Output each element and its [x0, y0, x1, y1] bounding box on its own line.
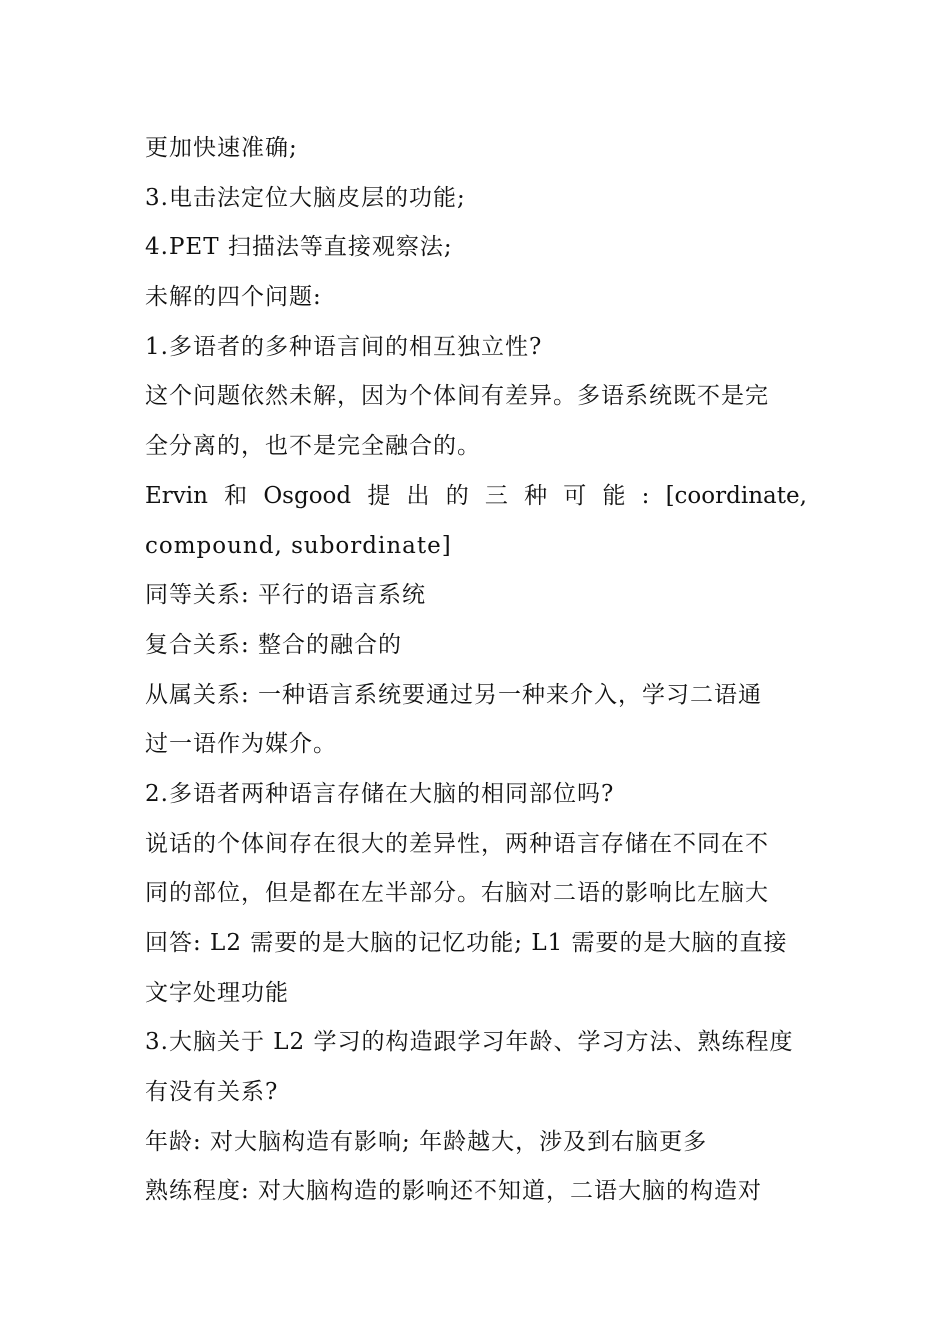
text-line: 有没有关系?	[145, 1079, 279, 1106]
text-line: 文字处理功能	[145, 979, 289, 1006]
text-line: compound, subordinate]	[145, 532, 452, 559]
text-line: 说话的个体间存在很大的差异性，两种语言存储在不同在不	[145, 830, 769, 857]
text-fragment: 可	[563, 482, 587, 509]
text-line: 年龄: 对大脑构造有影响; 年龄越大，涉及到右脑更多	[145, 1128, 708, 1155]
justified-text-line	[145, 472, 807, 522]
text-fragment: 出	[406, 482, 430, 509]
text-fragment: Osgood	[263, 482, 352, 509]
text-line: 复合关系: 整合的融合的	[145, 631, 403, 658]
text-line: 熟练程度: 对大脑构造的影响还不知道，二语大脑的构造对	[145, 1178, 763, 1205]
question-heading: 3.大脑关于 L2 学习的构造跟学习年龄、学习方法、熟练程度	[145, 1029, 794, 1056]
text-line: 过一语作为媒介。	[145, 731, 337, 758]
question-heading: 2.多语者两种语言存储在大脑的相同部位吗?	[145, 780, 615, 807]
text-fragment: 种	[524, 482, 548, 509]
text-line: 更加快速准确;	[145, 135, 298, 161]
text-fragment: 和	[224, 482, 248, 509]
text-line: 从属关系: 一种语言系统要通过另一种来介入，学习二语通	[145, 681, 763, 708]
text-line: 同的部位，但是都在左半部分。右脑对二语的影响比左脑大	[145, 880, 769, 907]
text-fragment: :	[641, 482, 650, 509]
text-fragment: 的	[445, 482, 469, 509]
text-fragment: 三	[484, 482, 508, 509]
text-line: 同等关系: 平行的语言系统	[145, 582, 427, 609]
body-text	[145, 124, 807, 1217]
question-heading: 1.多语者的多种语言间的相互独立性?	[145, 333, 543, 360]
text-line: 4.PET 扫描法等直接观察法;	[145, 234, 453, 261]
text-fragment: 能	[602, 482, 626, 509]
text-fragment: [coordinate,	[665, 482, 807, 509]
text-fragment: 提	[367, 482, 391, 509]
text-line: 3.电击法定位大脑皮层的功能;	[145, 184, 466, 211]
text-line: 全分离的，也不是完全融合的。	[145, 433, 481, 460]
text-fragment: Ervin	[145, 482, 208, 509]
text-line: 回答: L2 需要的是大脑的记忆功能; L1 需要的是大脑的直接	[145, 930, 788, 956]
text-line: 这个问题依然未解，因为个体间有差异。多语系统既不是完	[145, 383, 769, 410]
section-heading: 未解的四个问题:	[145, 284, 322, 311]
